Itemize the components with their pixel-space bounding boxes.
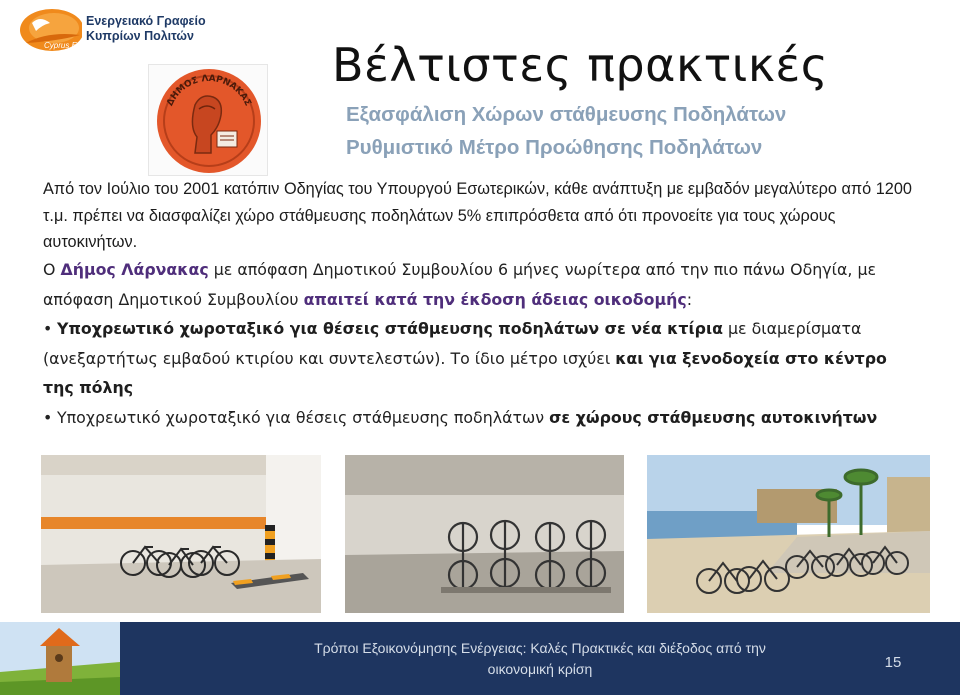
garage-bike-rack-photo bbox=[345, 455, 624, 613]
indoor-bike-parking-photo bbox=[41, 455, 321, 613]
bullet2-text: Υποχρεωτικό χωροταξικό για θέσεις στάθμευσης ποδηλάτων bbox=[57, 407, 550, 427]
building-permit-highlight: απαιτεί κατά την έκδοση άδειας οικοδομής bbox=[303, 289, 687, 309]
logo-line2: Κυπρίων Πολιτών bbox=[86, 29, 194, 43]
slide-subtitle-1: Εξασφάλιση Χώρων στάθμευσης Ποδηλάτων bbox=[346, 103, 787, 126]
page-number: 15 bbox=[884, 654, 902, 671]
cyprus-energy-agency-logo bbox=[18, 3, 228, 55]
logo-subtitle: Cyprus Energy Agency bbox=[44, 41, 126, 50]
bullet1-text: με διαμερίσματα (ανεξαρτήτως εμβαδού κτιρίου και συντελεστών). Το ίδιο μέτρο ισχύει bbox=[43, 319, 862, 368]
bullet-item-2 bbox=[43, 403, 923, 433]
bullet2-bold: σε χώρους στάθμευσης αυτοκινήτων bbox=[549, 407, 878, 427]
p1-part-c: με απόφαση Δημοτικού Συμβουλίου 6 μήνες νωρίτερα από την πιο πάνω Οδηγία, με απόφαση Δημοτικού Συμβουλίου bbox=[43, 260, 877, 309]
bullet-item-1 bbox=[43, 314, 923, 403]
footer-bar bbox=[0, 622, 960, 695]
seafront-bike-parking-photo bbox=[647, 455, 930, 613]
birdhouse-grass-image bbox=[0, 622, 120, 695]
body-text bbox=[43, 255, 923, 432]
bullet1-bold-a: Υποχρεωτικό χωροταξικό για θέσεις στάθμευσης ποδηλάτων σε νέα κτίρια bbox=[57, 319, 723, 338]
p1-part-e: : bbox=[686, 289, 693, 309]
logo-line1: Ενεργειακό Γραφείο bbox=[86, 14, 206, 28]
slide-subtitle-2: Ρυθμιστικό Μέτρο Προώθησης Ποδηλάτων bbox=[346, 136, 763, 159]
bullet-icon: • bbox=[43, 407, 53, 427]
larnaca-municipality-highlight: Δήμος Λάρνακας bbox=[60, 260, 209, 279]
p1-part-a: Ο bbox=[43, 260, 61, 279]
larnaca-municipality-coin-image bbox=[148, 64, 268, 176]
intro-paragraph: Από τον Ιούλιο του 2001 κατόπιν Οδηγίας του Υπουργού Εσωτερικών, κάθε ανάπτυξη με εμβαδόν μεγαλύτερο από 1200 τ.μ. πρέπει να διασφαλίζει χώρο στάθμευσης ποδηλάτων 5% επιπρόσθετα από ότι προνοείτε για τους χώρους αυτοκινήτων. bbox=[43, 180, 912, 251]
bullet1-bold-c: και για ξενοδοχεία στο κέντρο της πόλης bbox=[43, 348, 887, 397]
footer-caption: Τρόποι Εξοικονόμησης Ενέργειας: Καλές Πρακτικές και διέξοδος από την οικονομική κρίση bbox=[314, 640, 766, 677]
bullet-icon: • bbox=[43, 319, 53, 338]
coin-text: ΔΗΜΟΣ ΛΑΡΝΑΚΑΣ bbox=[165, 73, 253, 108]
energy-agency-emblem-icon bbox=[18, 5, 126, 53]
slide-title: Βέλτιστες πρακτικές bbox=[332, 38, 829, 92]
municipality-paragraph bbox=[43, 255, 923, 314]
logo-text bbox=[86, 14, 206, 44]
